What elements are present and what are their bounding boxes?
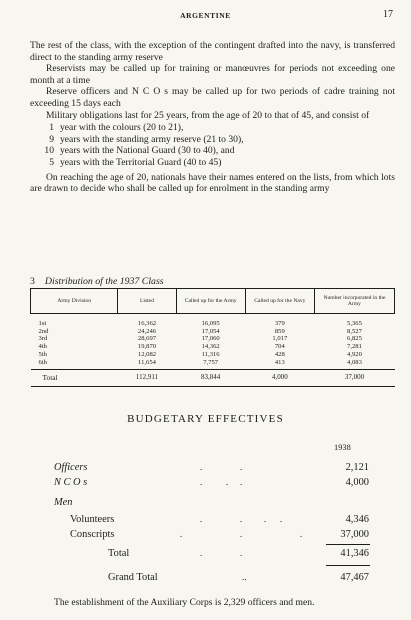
section-title: Distribution of the 1937 Class bbox=[44, 276, 164, 287]
header-called-up-navy: Called up for the Navy bbox=[245, 289, 314, 314]
paragraph-reserve-officers: Reserve officers and N C O s may be called up for two periods of cadre training not exceeding 15 days each bbox=[30, 86, 395, 109]
table-row: 2nd 24,246 17,054 859 8,527 bbox=[38, 327, 362, 335]
obligation-list bbox=[30, 122, 395, 168]
table-row: 6th 11,654 7,757 413 4,083 bbox=[38, 358, 362, 366]
header-called-up-army: Called up for the Army bbox=[176, 289, 245, 314]
men-label: Men bbox=[54, 497, 73, 508]
budgetary-title: BUDGETARY EFFECTIVES bbox=[127, 413, 284, 425]
grand-total-rule bbox=[326, 565, 370, 566]
table-row: 3rd 28,697 17,060 1,017 6,825 bbox=[38, 335, 362, 343]
total-row: Total . . 41,346 bbox=[108, 548, 369, 559]
ncos-label: N C O s bbox=[54, 477, 88, 488]
volunteers-label: Volunteers bbox=[70, 514, 115, 525]
auxiliary-corps-note: The establishment of the Auxiliary Corps is 2,329 officers and men. bbox=[54, 597, 315, 608]
officers-label: Officers bbox=[54, 462, 88, 473]
table-row: 1st 16,362 16,095 379 5,365 bbox=[38, 320, 362, 327]
paragraph-reservists: Reservists may be called up for training or manœuvres for periods not exceeding one month at a time bbox=[30, 63, 395, 86]
paragraph-rest-of-class: The rest of the class, with the exception of the contingent drafted into the navy, is transferred direct to the standing army reserve bbox=[30, 40, 395, 63]
header-army-division: Army Division bbox=[31, 289, 118, 314]
header-listed: Listed bbox=[118, 289, 176, 314]
conscripts-label: Conscripts bbox=[70, 529, 115, 540]
ncos-value: 4,000 bbox=[345, 477, 369, 488]
volunteers-value: 4,346 bbox=[345, 514, 369, 525]
volunteers-row: Volunteers . . . . 4,346 bbox=[70, 514, 369, 525]
table-header-row bbox=[31, 289, 395, 314]
list-item: 5 years with the Territorial Guard (40 to 45) bbox=[49, 156, 222, 168]
running-header: ARGENTINE bbox=[180, 11, 231, 20]
header-number-incorporated: Number incorporated in the Army bbox=[314, 289, 394, 314]
conscripts-value: 37,000 bbox=[340, 529, 369, 540]
budgetary-year: 1938 bbox=[334, 443, 351, 452]
section-number: 3 bbox=[30, 276, 35, 287]
table-total-row: Total 112,911 83,844 4,000 37,000 bbox=[31, 370, 395, 387]
total-label: Total bbox=[108, 548, 130, 559]
body-text bbox=[30, 40, 395, 195]
subtotal-rule bbox=[326, 544, 370, 545]
men-row bbox=[0, 497, 411, 511]
officers-value: 2,121 bbox=[345, 462, 369, 473]
grand-total-value: 47,467 bbox=[340, 572, 369, 583]
distribution-table bbox=[30, 288, 395, 387]
list-item: 10 years with the National Guard (30 to 40), and bbox=[44, 145, 235, 157]
list-item: 1 year with the colours (20 to 21), bbox=[49, 122, 184, 134]
paragraph-military-obligations: Military obligations last for 25 years, from the age of 20 to that of 45, and consist of bbox=[46, 109, 370, 121]
officers-row: Officers . . 2,121 bbox=[54, 462, 369, 473]
ncos-row: N C O s . . . 4,000 bbox=[54, 477, 369, 488]
section-heading bbox=[30, 276, 164, 287]
grand-total-row: Grand Total .. 47,467 bbox=[108, 572, 369, 583]
conscripts-row: Conscripts . . . 37,000 bbox=[70, 529, 369, 540]
page-number: 17 bbox=[383, 9, 393, 20]
table-row: 5th 12,082 11,316 428 4,920 bbox=[38, 350, 362, 358]
total-value: 41,346 bbox=[340, 548, 369, 559]
list-item: 9 years with the standing army reserve (21 to 30), bbox=[49, 133, 244, 145]
table-row: 4th 19,870 14,362 704 7,281 bbox=[38, 343, 362, 351]
grand-total-label: Grand Total bbox=[108, 572, 158, 583]
paragraph-lots-drawn: On reaching the age of 20, nationals have their names entered on the lists, from which lots are drawn to decide who shall be called up for enrolment in the standing army bbox=[30, 171, 395, 195]
